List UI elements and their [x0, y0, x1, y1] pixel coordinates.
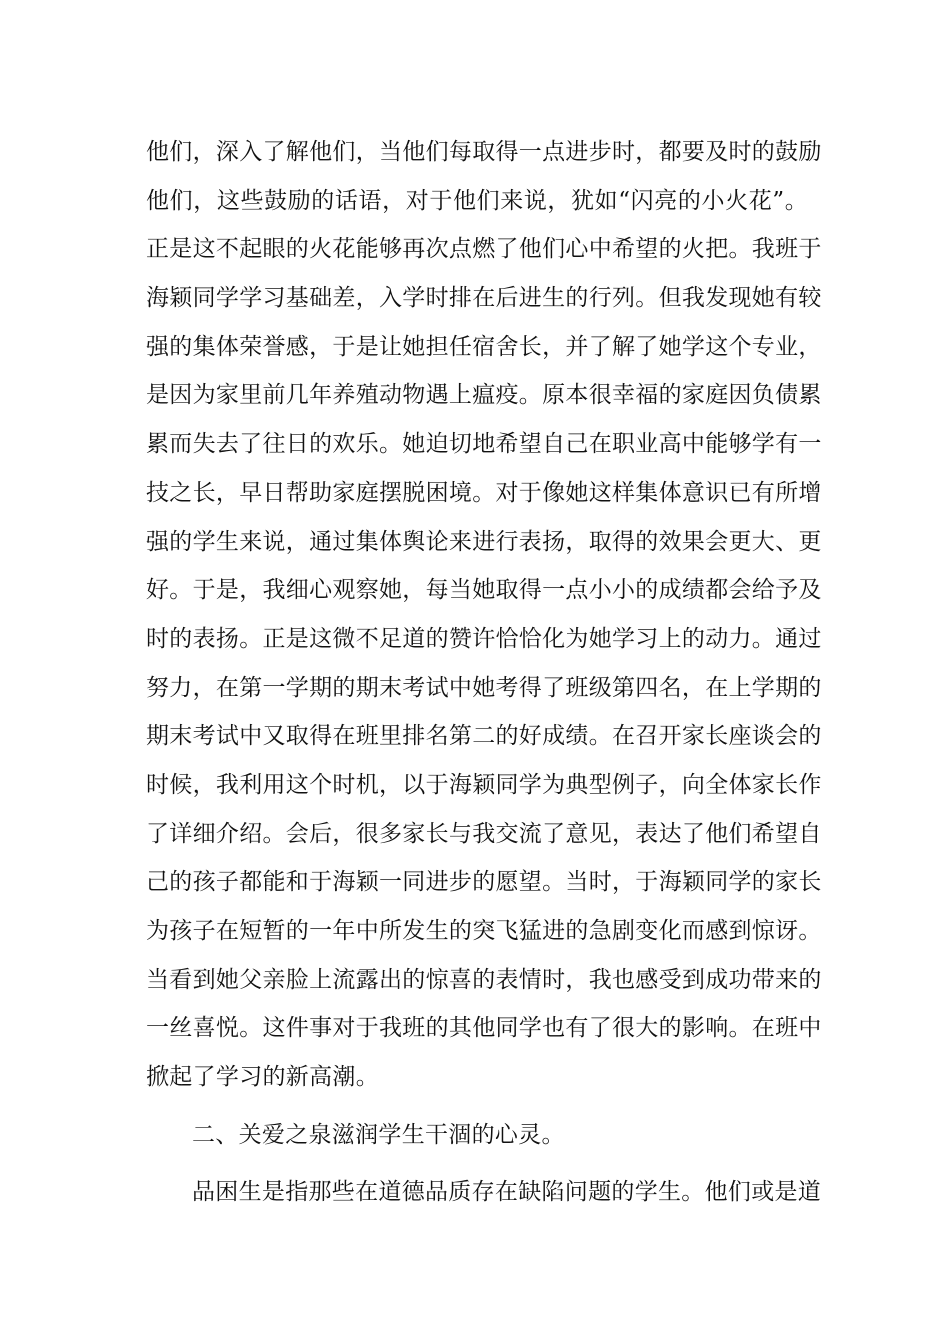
paragraph-line: 技之长，早日帮助家庭摆脱困境。对于像她这样集体意识已有所增 — [146, 479, 822, 506]
paragraph-line: 累而失去了往日的欢乐。她迫切地希望自己在职业高中能够学有一 — [146, 431, 822, 458]
paragraph-line: 为孩子在短暂的一年中所发生的突飞猛进的急剧变化而感到惊讶。 — [146, 918, 822, 944]
paragraph-line: 是因为家里前几年养殖动物遇上瘟疫。原本很幸福的家庭因负债累 — [146, 382, 822, 409]
paragraph-line: 当看到她父亲脸上流露出的惊喜的表情时，我也感受到成功带来的 — [146, 966, 822, 993]
paragraph-line: 努力，在第一学期的期末考试中她考得了班级第四名，在上学期的 — [146, 674, 822, 701]
paragraph-line: 时的表扬。正是这微不足道的赞许恰恰化为她学习上的动力。通过 — [146, 625, 822, 652]
document-body — [146, 128, 822, 1217]
section-heading: 二、关爱之泉滋润学生干涸的心灵。 — [192, 1121, 565, 1148]
paragraph-line: 他们，这些鼓励的话语，对于他们来说，犹如“闪亮的小火花”。 — [146, 187, 808, 214]
paragraph-line: 己的孩子都能和于海颖一同进步的愿望。当时，于海颖同学的家长 — [146, 869, 822, 896]
paragraph-line: 海颖同学学习基础差，入学时排在后进生的行列。但我发现她有较 — [146, 285, 822, 312]
paragraph-line: 品困生是指那些在道德品质存在缺陷问题的学生。他们或是道 — [192, 1179, 822, 1206]
paragraph-line: 他们，深入了解他们，当他们每取得一点进步时，都要及时的鼓励 — [146, 139, 822, 165]
paragraph-line: 强的学生来说，通过集体舆论来进行表扬，取得的效果会更大、更 — [146, 528, 822, 555]
paragraph-line: 强的集体荣誉感，于是让她担任宿舍长，并了解了她学这个专业， — [146, 333, 822, 360]
paragraph-line: 好。于是，我细心观察她，每当她取得一点小小的成绩都会给予及 — [146, 577, 822, 604]
paragraph-line: 一丝喜悦。这件事对于我班的其他同学也有了很大的影响。在班中 — [146, 1015, 822, 1042]
paragraph-line: 时候，我利用这个时机，以于海颖同学为典型例子，向全体家长作 — [146, 771, 822, 798]
paragraph-line: 正是这不起眼的火花能够再次点燃了他们心中希望的火把。我班于 — [146, 236, 822, 263]
paragraph-line-last: 掀起了学习的新高潮。 — [146, 1064, 379, 1091]
paragraph-line: 期末考试中又取得在班里排名第二的好成绩。在召开家长座谈会的 — [146, 723, 822, 750]
paragraph-line: 了详细介绍。会后，很多家长与我交流了意见，表达了他们希望自 — [146, 820, 822, 847]
